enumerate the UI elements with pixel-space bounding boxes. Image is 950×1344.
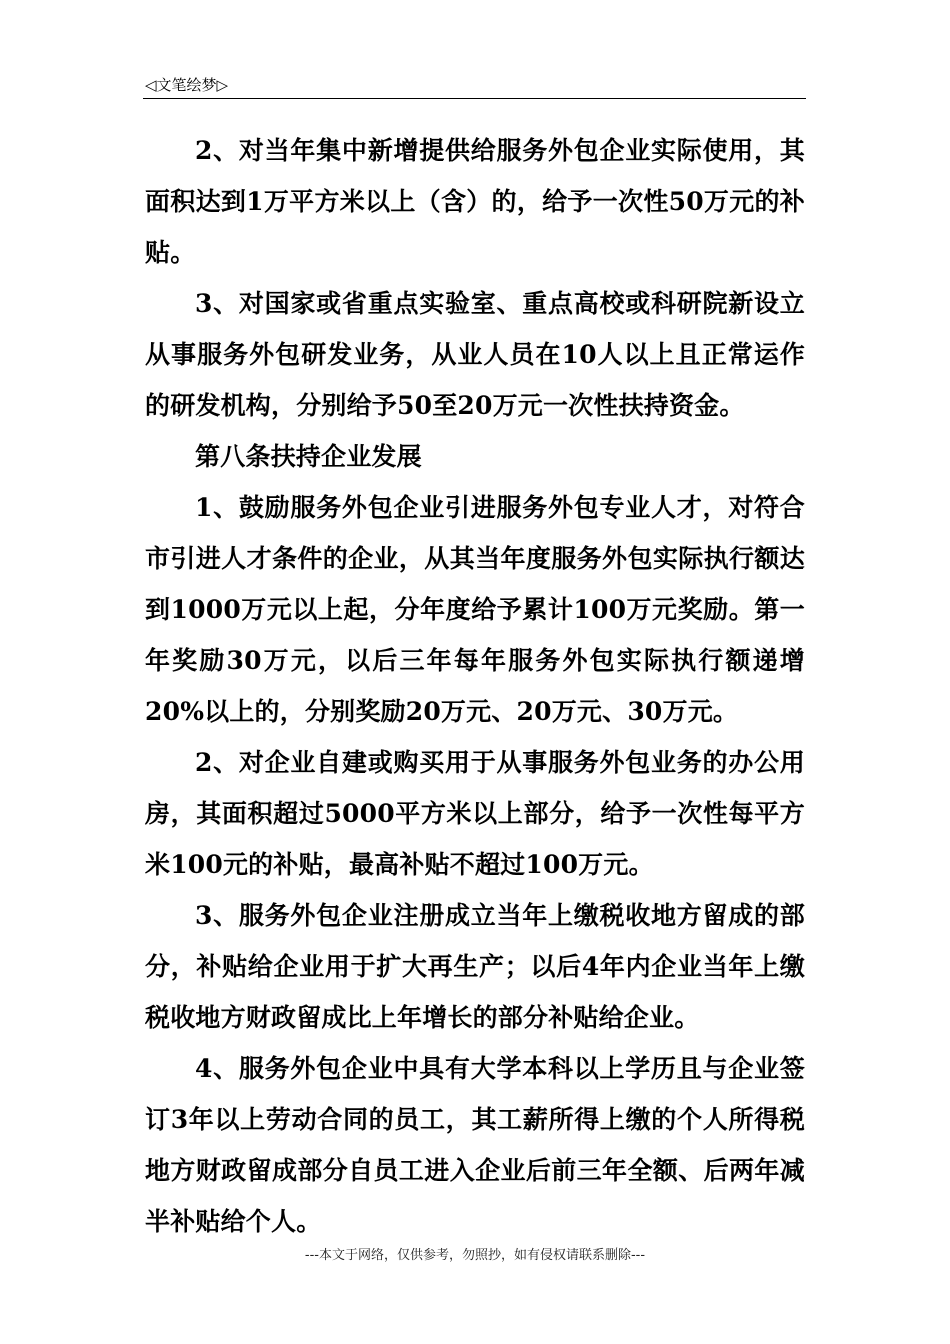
paragraph-item-3-rd-institution: 3、对国家或省重点实验室、重点高校或科研院新设立从事服务外包研发业务，从业人员在10人以上且正常运作的研发机构，分别给予50至20万元一次性扶持资金。 [145, 289, 805, 420]
document-body [145, 125, 805, 1247]
paragraph-item-3-tax-subsidy: 3、服务外包企业注册成立当年上缴税收地方留成的部分，补贴给企业用于扩大再生产；以后4年内企业当年上缴税收地方财政留成比上年增长的部分补贴给企业。 [145, 901, 805, 1032]
paragraph-item-2-office-subsidy: 2、对企业自建或购买用于从事服务外包业务的办公用房，其面积超过5000平方米以上部分，给予一次性每平方米100元的补贴，最高补贴不超过100万元。 [145, 748, 805, 879]
paragraph-item-4-employee-subsidy: 4、服务外包企业中具有大学本科以上学历且与企业签订3年以上劳动合同的员工，其工薪所得上缴的个人所得税地方财政留成部分自员工进入企业后前三年全额、后两年减半补贴给个人。 [145, 1054, 805, 1236]
header-title: ◁文笔绘梦▷ [145, 76, 229, 94]
paragraph-item-2-area-subsidy: 2、对当年集中新增提供给服务外包企业实际使用，其面积达到1万平方米以上（含）的，给予一次性50万元的补贴。 [145, 136, 805, 267]
page-footer: ---本文于网络，仅供参考，勿照抄，如有侵权请联系删除--- [304, 1248, 646, 1263]
section-heading-article-8: 第八条扶持企业发展 [195, 442, 422, 471]
paragraph-item-1-talent-reward: 1、鼓励服务外包企业引进服务外包专业人才，对符合市引进人才条件的企业，从其当年度服务外包实际执行额达到1000万元以上起，分年度给予累计100万元奖励。第一年奖励30万元，以后三年每年服务外包实际执行额递增20%以上的，分别奖励20万元、20万元、30万元。 [145, 493, 805, 726]
page-header [143, 70, 806, 99]
